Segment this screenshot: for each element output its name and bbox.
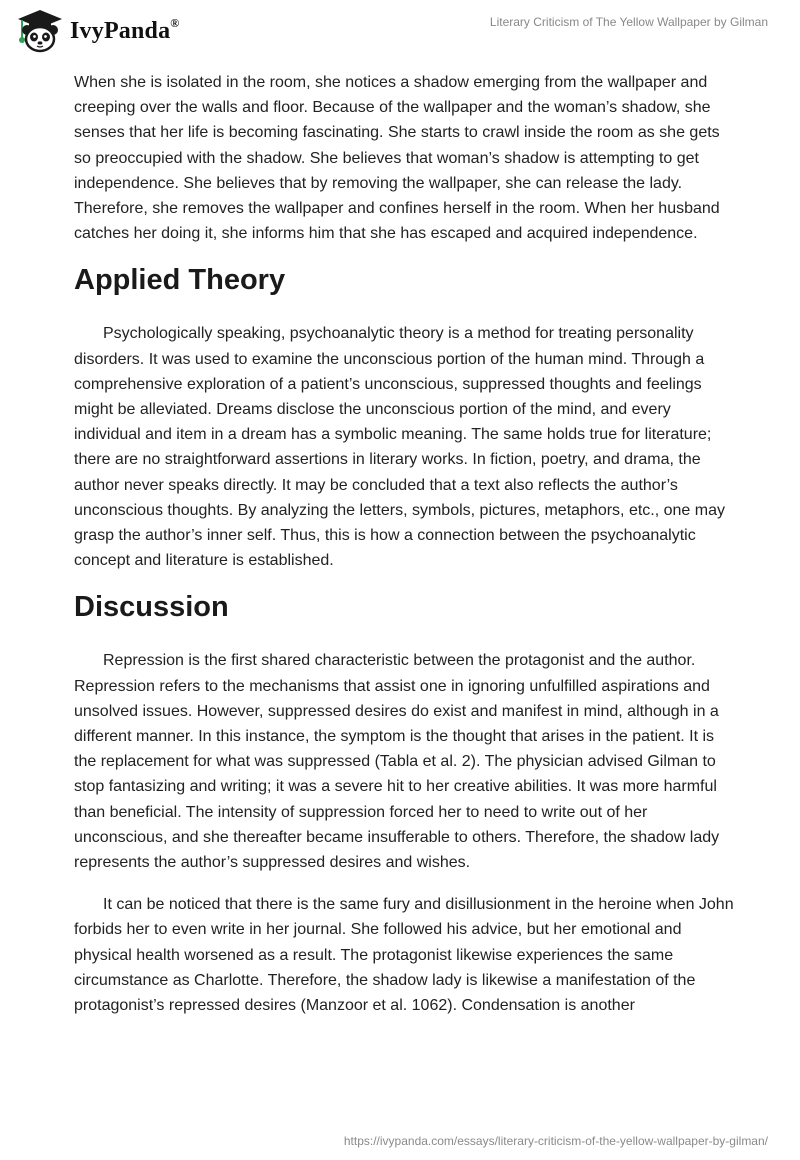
- paragraph-fury: It can be noticed that there is the same fury and disillusionment in the heroine when John forbids her to even write in her journal. She followed his advice, but her emotional and physical health worsened as a result. The protagonist likewise experiences the same circumstance as Charlotte. Therefore, the shadow lady is likewise a manifestation of the protagonist’s repressed desires (Manzoor et al. 1062). Condensation is another: [74, 896, 734, 1015]
- source-url[interactable]: https://ivypanda.com/essays/literary-criticism-of-the-yellow-wallpaper-by-gilman/: [343, 1134, 768, 1148]
- ivypanda-logo[interactable]: [14, 8, 179, 54]
- heading-applied-theory: Applied Theory: [74, 264, 286, 297]
- paragraph-isolation: When she is isolated in the room, she notices a shadow emerging from the wallpaper and creeping over the walls and floor. Because of the wallpaper and the woman’s shadow, she senses that her life is becoming fascinating. She starts to crawl inside the room as she gets so preoccupied with the shadow. She believes that woman’s shadow is attempting to get independence. She believes that by removing the wallpaper, she can release the lady. Therefore, she removes the wallpaper and confines herself in the room. When her husband catches her doing it, she informs him that she has escaped and acquired independence.: [74, 74, 720, 243]
- document-title: Literary Criticism of The Yellow Wallpaper by Gilman: [489, 15, 768, 29]
- essay-body: [74, 70, 734, 1035]
- page-header: [0, 0, 800, 64]
- brand-name: IvyPanda®: [70, 15, 180, 44]
- paragraph-repression: Repression is the first shared characteristic between the protagonist and the author. Repression refers to the mechanisms that assist one in ignoring unfulfilled aspirations and unsolved issues. However, suppressed desires do exist and manifest in mind, although in a different manner. In this instance, the symptom is the thought that arises in the patient. It is the replacement for what was suppressed (Tabla et al. 2). The physician advised Gilman to stop fantasizing and writing; it was a severe hit to her creative abilities. It was more harmful than beneficial. The intensity of suppression forced her to need to write out of her unconscious, and she thereafter became insufferable to others. Therefore, the shadow lady represents the author’s suppressed desires and wishes.: [74, 652, 720, 872]
- paragraph-psychoanalytic-theory: Psychologically speaking, psychoanalytic theory is a method for treating personality disorders. It was used to examine the unconscious portion of the human mind. Through a comprehensive exploration of a patient’s unconscious, suppressed thoughts and feelings might be alleviated. Dreams disclose the unconscious portion of the mind, and every individual and item in a dream has a symbolic meaning. The same holds true for literature; there are no straightforward assertions in literary works. In fiction, poetry, and drama, the author never speaks directly. It may be concluded that a text also reflects the author’s unconscious thoughts. By analyzing the letters, symbols, pictures, metaphors, etc., one may grasp the author’s inner self. Thus, this is how a connection between the psychoanalytic concept and literature is established.: [74, 325, 725, 570]
- heading-discussion: Discussion: [74, 591, 229, 624]
- panda-graduate-icon: [14, 8, 66, 54]
